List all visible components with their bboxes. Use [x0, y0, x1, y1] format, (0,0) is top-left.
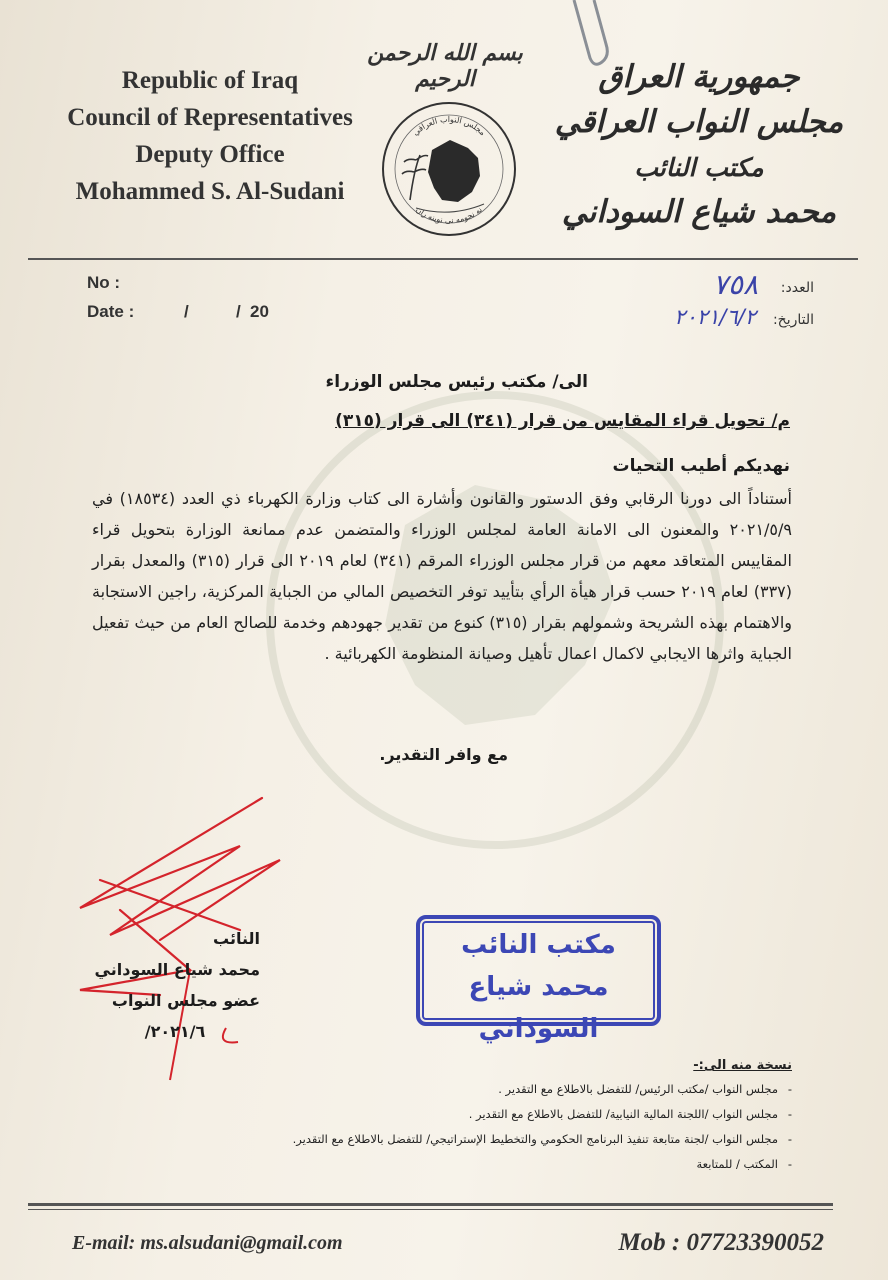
- council-logo: [380, 100, 518, 238]
- letter-body: أستناداً الى دورنا الرقابي وفق الدستور والقانون وأشارة الى كتاب وزارة الكهرباء ذي العدد (١٨٥٣٤) في ٢٠٢١/٥/٩ والمعنون الى الامانة العامة لمجلس الوزراء والمتضمن عدم ممانعة الوزارة بتحويل قراء المقاييس المتعاقد معهم من قرار مجلس الوزراء المرقم (٣٤١) لعام ٢٠١٩ الى قرار (٣١٥) والمعدل بقرار (٣٣٧) لعام ٢٠١٩ حسب قرار هيأة الرأي بتأييد توفر التخصيص المالي من الجباية المركزية، راجين الاستجابة والاهتمام بهذه الشريحة وشمولهم بقرار (٣١٥) كنوع من تقدير جهودهم وخدمة للصالح العام من حيث تفعيل الجباية واثرها الايجابي لاكمال اعمال تأهيل وصيانة المنظومة الكهربائية .: [92, 489, 793, 663]
- stamp-line-1: مكتب النائب: [461, 930, 616, 960]
- footer-email: E-mail: ms.alsudani@gmail.com: [72, 1232, 343, 1254]
- letterhead-office-ar: مكتب النائب: [634, 153, 764, 182]
- letterhead-country-ar: جمهورية العراق: [598, 59, 800, 95]
- office-stamp: [416, 915, 661, 1044]
- greeting: نهديكم أطيب التحيات: [612, 456, 790, 476]
- closing-regards: مع وافر التقدير.: [379, 745, 508, 764]
- footer-divider-thin: [28, 1209, 833, 1210]
- date-label-ar: التاريخ:: [772, 312, 814, 328]
- date-year: 20: [250, 302, 269, 321]
- copy-item: - مجلس النواب /مكتب الرئيس/ للتفضل بالاطلاع مع التقدير .: [92, 1077, 792, 1102]
- signatory-title: النائب: [213, 929, 260, 948]
- copy-item: - مجلس النواب /اللجنة المالية النيابية/ للتفضل بالاطلاع مع التقدير .: [92, 1102, 792, 1127]
- english-letterhead: [60, 62, 360, 210]
- letterhead-name: Mohammed S. Al-Sudani: [75, 178, 345, 205]
- signatory-name: محمد شياع السوداني: [94, 960, 260, 979]
- copy-item: - مجلس النواب /لجنة متابعة تنفيذ البرنامج الحكومي والتخطيط الإستراتيجي/ للتفضل بالاطلاع مع التقدير.: [92, 1127, 792, 1152]
- copies-title: نسخة منه الى:-: [693, 1058, 792, 1073]
- stamp-line-2: محمد شياع السوداني: [468, 972, 609, 1044]
- recipient: الى/ مكتب رئيس مجلس الوزراء: [325, 372, 588, 392]
- header-divider: [28, 258, 858, 260]
- signature-date: ٢٠٢١/٦/: [144, 1022, 206, 1041]
- paperclip-icon: [560, 0, 620, 70]
- footer-divider: [28, 1203, 833, 1206]
- reference-date: ٢٠٢١/٦/٢: [674, 305, 756, 329]
- logo-bottom-text: نه نجومه نى نوينه ران: [414, 204, 484, 226]
- number-label: No :: [87, 273, 121, 292]
- letterhead-council: Council of Representatives: [67, 104, 353, 131]
- footer-mobile: Mob : 07723390052: [618, 1229, 824, 1256]
- letterhead-name-ar: محمد شياع السوداني: [561, 194, 837, 230]
- date-slash-2: /: [236, 302, 241, 321]
- letterhead-country: Republic of Iraq: [121, 67, 299, 94]
- reference-number: ٧٥٨: [712, 268, 758, 301]
- signature-block: [90, 923, 260, 1047]
- copies-list: [92, 1058, 792, 1177]
- svg-text:مجلس النواب العراقي: [411, 115, 487, 137]
- logo-top-text: مجلس النواب العراقي: [410, 114, 488, 138]
- date-label: Date :: [87, 302, 135, 321]
- signatory-role: عضو مجلس النواب: [111, 991, 260, 1010]
- copy-item: - المكتب / للمتابعة: [92, 1152, 792, 1177]
- arabic-letterhead: [554, 55, 844, 235]
- subject-line: م/ تحويل قراء المقايس من قرار (٣٤١) الى قرار (٣١٥): [335, 411, 790, 431]
- letterhead-council-ar: مجلس النواب العراقي: [554, 104, 844, 140]
- date-slash-1: /: [184, 302, 189, 321]
- basmala: بسم الله الرحمن الرحيم: [367, 40, 523, 92]
- letterhead-office: Deputy Office: [135, 141, 285, 168]
- number-label-ar: العدد:: [780, 280, 814, 296]
